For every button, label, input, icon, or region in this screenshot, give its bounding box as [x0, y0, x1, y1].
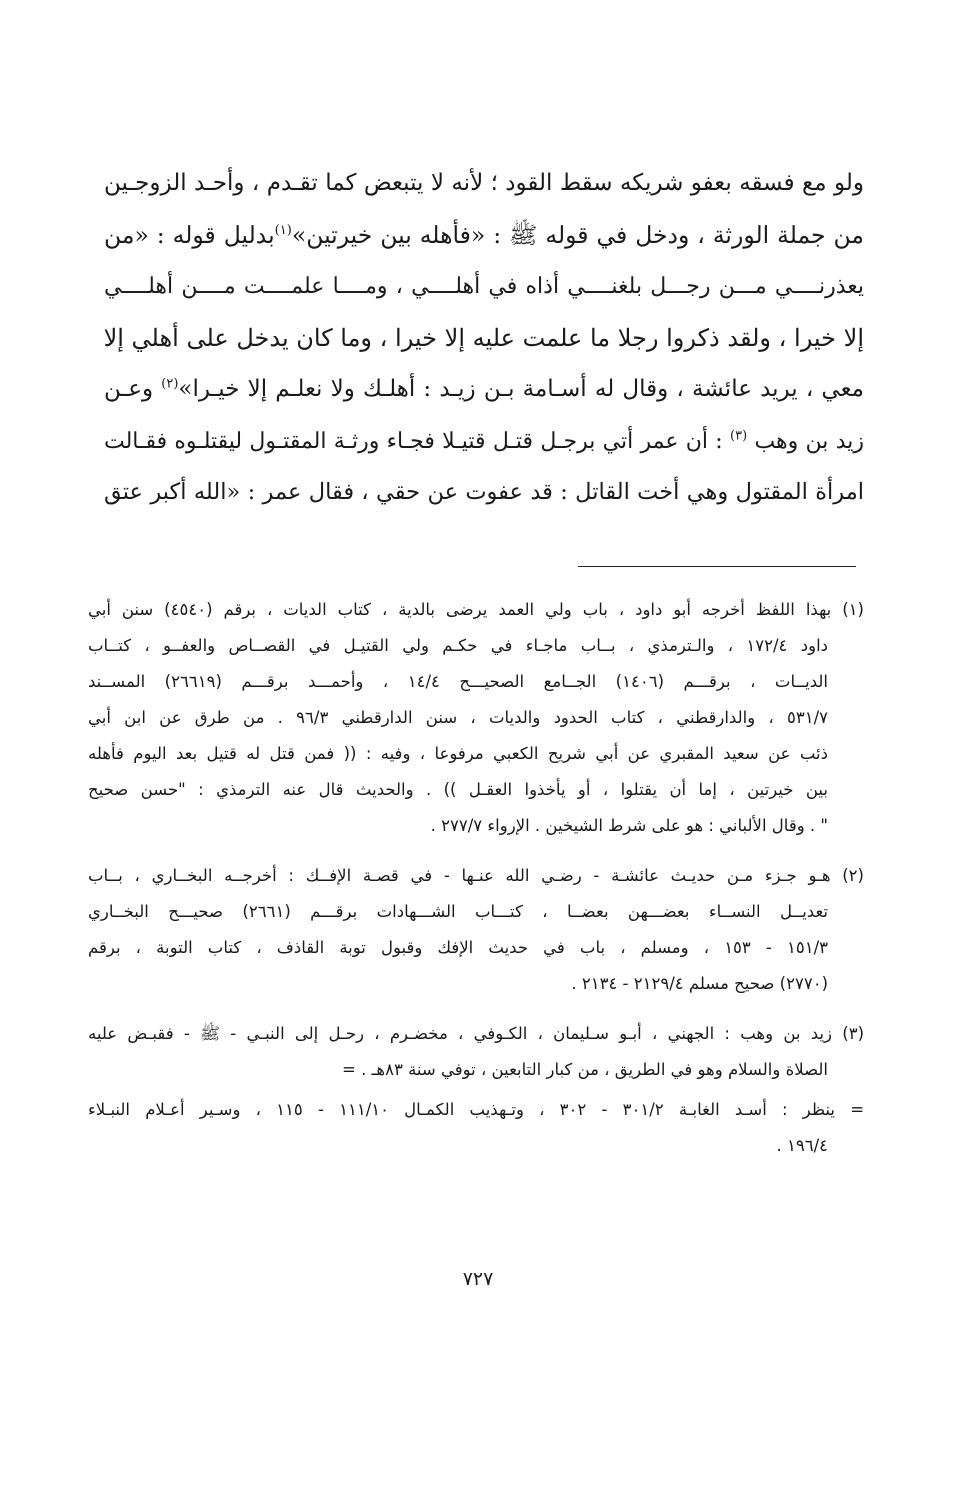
footnote-line: ١٩٦/٤ .: [776, 1136, 828, 1155]
footnote-line: [88, 858, 864, 894]
footnote-text: ينظر : أسـد الغابـة ٣٠١/٢ - ٣٠٢ ، وتـهذيب الكمـال ١١١/١٠ - ١١٥ ، وسـير أعـلام النبـلاء: [88, 1100, 835, 1119]
main-text-segment: معي ، يريد عائشة ، وقال له أسـامة بـن زيـد : أهلـك ولا نعلـم إلا خيـرا»: [178, 376, 864, 402]
main-text-segment: زيد بن وهب: [754, 428, 864, 454]
footnote-text: زيد بن وهب : الجهني ، أبـو سـليمان ، الكـوفي ، مخضـرم ، رحـل إلى النبـي - ﷺ - فقبـض عليه: [88, 1024, 832, 1043]
footnote-1: [88, 592, 864, 844]
footnote-2: [88, 858, 864, 1002]
footnotes-section: [88, 592, 864, 1178]
footnote-line: داود ١٧٢/٤ ، والـترمذي ، بــاب ماجـاء في حكـم ولي القتيـل في القصــاص والعفــو ، كتــاب: [88, 636, 828, 655]
footnote-number: (١): [842, 600, 864, 619]
footnote-line: ذئب عن سعيد المقبري عن أبي شريح الكعبي مرفوعا ، وفيه : (( فمن قتل له قتيل بعد اليوم فأهله: [88, 744, 828, 763]
footnote-number: (٢): [842, 866, 864, 885]
footnote-divider: [578, 566, 856, 567]
main-text-segment: بدليل قوله : «من: [104, 220, 275, 249]
footnote-number: (٣): [842, 1024, 864, 1043]
main-text-segment: وعـن: [104, 376, 154, 402]
footnote-ref-3[interactable]: (٣): [730, 428, 748, 444]
main-text-line: ولو مع فسقه بعفو شريكه سقط القود ؛ لأنه لا يتبعض كما تقـدم ، وأحـد الزوجـين: [104, 170, 864, 196]
footnote-number: =: [850, 1100, 865, 1119]
footnote-text: هـو جـزء مـن حديـث عائشـة - رضـي الله عنـها - في قصـة الإفــك : أخرجــه البخــاري ، بــاب: [88, 866, 831, 885]
main-text-line: [104, 416, 864, 468]
footnote-line: الديــات ، برقـــم (١٤٠٦) الجــامع الصحيـــح ١٤/٤ ، وأحمـــد برقـــم (٢٦٦١٩) المســند: [88, 672, 829, 691]
footnote-3: [88, 1016, 864, 1088]
main-text-segment: من جملة الورثة ، ودخل في قوله ﷺ : «فأهله بين خيرتين»: [291, 220, 865, 249]
footnote-line: الصلاة والسلام وهو في الطريق ، من كبار التابعين ، توفي سنة ٨٣هـ . =: [342, 1060, 828, 1079]
main-text-line: [104, 364, 864, 416]
main-text-line: إلا خيرا ، ولقد ذكروا رجلا ما علمت عليه إلا خيرا ، وما كان يدخل على أهلي إلا: [103, 323, 864, 352]
footnote-line: تعديــل النســاء بعضـــهن بعضــا ، كتـــاب الشـــهادات برقـــم (٢٦٦١) صحيـــح البخــاري: [88, 902, 828, 921]
footnote-line: بين خيرتين ، إما أن يقتلوا ، أو يأخذوا العقـل )) . والحديث قال عنه الترمذي : "حسن صحيح: [88, 780, 828, 799]
main-text-line: يعذرنــــي مـــن رجـــل بلغنــــي أذاه في أهلــــي ، ومــــا علمــــت مــــن أهلــــي: [104, 274, 864, 299]
main-text-body: [104, 158, 864, 519]
main-text-line: [104, 210, 864, 262]
footnote-line: ٥٣١/٧ ، والدارقطني ، كتاب الحدود والديات ، سنن الدارقطني ٩٦/٣ . من طرق عن ابن أبي: [88, 708, 828, 727]
footnote-line: [88, 1092, 864, 1128]
main-text-line: امرأة المقتول وهي أخت القاتل : قد عفوت عن حقي ، فقال عمر : «الله أكبر عتق: [104, 479, 864, 505]
page-number: ٧٢٧: [462, 1268, 494, 1290]
footnote-ref-2[interactable]: (٢): [161, 376, 179, 392]
main-text-segment: : أن عمر أتي برجـل قتـل قتيـلا فجـاء ورثـة المقتـول ليقتلـوه فقـالت: [104, 428, 723, 454]
footnote-ref-1[interactable]: (١): [274, 222, 292, 238]
footnote-line: ١٥١/٣ - ١٥٣ ، ومسلم ، باب في حديث الإفك وقبول توبة القاذف ، كتاب التوبة ، برقم: [88, 938, 828, 957]
footnote-line: " . وقال الألباني : هو على شرط الشيخين . الإرواء ٢٧٧/٧ .: [430, 816, 828, 835]
footnote-text: بهذا اللفظ أخرجه أبو داود ، باب ولي العمد يرضى بالدية ، كتاب الديات ، برقم (٤٥٤٠) سنن أبي: [88, 600, 832, 619]
footnote-line: [88, 1016, 864, 1052]
footnote-continuation: [88, 1092, 864, 1164]
footnote-line: [88, 592, 864, 628]
footnote-line: (٢٧٧٠) صحيح مسلم ٢١٢٩/٤ - ٢١٣٤ .: [571, 974, 828, 993]
